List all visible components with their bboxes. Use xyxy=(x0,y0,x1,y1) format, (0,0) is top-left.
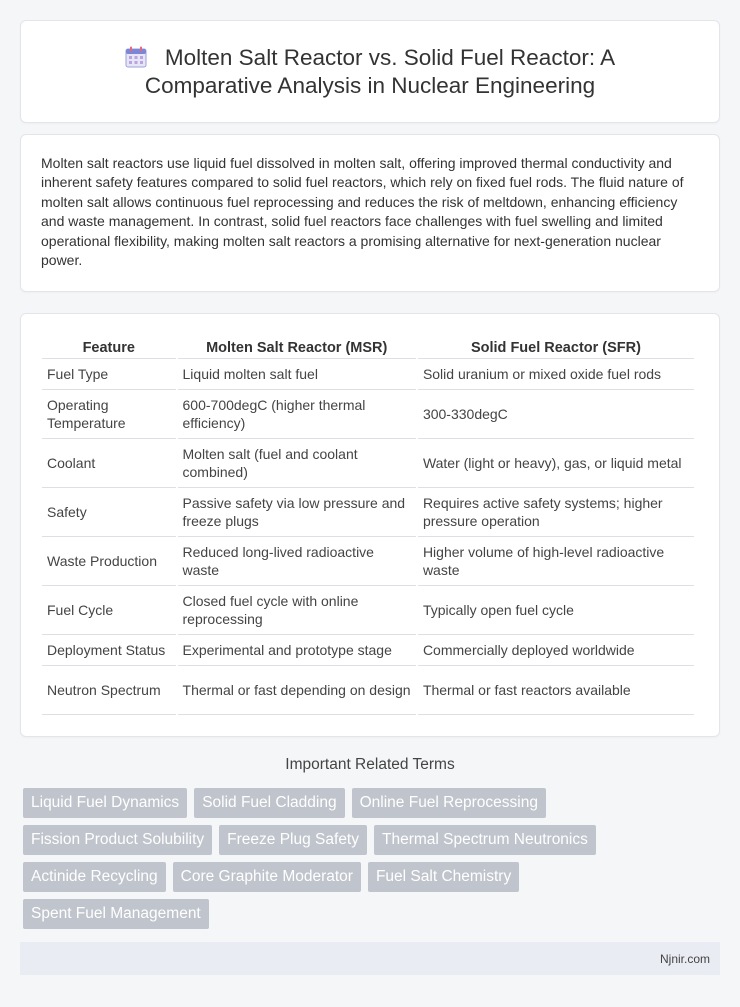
intro-card xyxy=(20,134,720,292)
tag-fission-product-solubility[interactable]: Fission Product Solubility xyxy=(23,825,212,855)
msr-cell: Thermal or fast depending on design xyxy=(178,666,416,715)
table-row xyxy=(42,635,694,666)
calendar-icon xyxy=(125,46,147,68)
table-header-row xyxy=(42,332,694,359)
header-feature: Feature xyxy=(42,332,176,359)
related-terms-tags xyxy=(20,788,660,929)
tag-liquid-fuel-dynamics[interactable]: Liquid Fuel Dynamics xyxy=(23,788,187,818)
header-sfr: Solid Fuel Reactor (SFR) xyxy=(418,332,694,359)
sfr-cell: 300-330degC xyxy=(418,390,694,439)
msr-cell: Liquid molten salt fuel xyxy=(178,359,416,390)
msr-cell: 600-700degC (higher thermal efficiency) xyxy=(178,390,416,439)
msr-cell: Experimental and prototype stage xyxy=(178,635,416,666)
table-row xyxy=(42,666,694,715)
tag-actinide-recycling[interactable]: Actinide Recycling xyxy=(23,862,166,892)
tag-freeze-plug-safety[interactable]: Freeze Plug Safety xyxy=(219,825,367,855)
sfr-cell: Solid uranium or mixed oxide fuel rods xyxy=(418,359,694,390)
tag-solid-fuel-cladding[interactable]: Solid Fuel Cladding xyxy=(194,788,344,818)
tag-online-fuel-reprocessing[interactable]: Online Fuel Reprocessing xyxy=(352,788,546,818)
footer-site[interactable]: Njnir.com xyxy=(659,951,710,966)
comparison-table-card xyxy=(20,313,720,737)
feature-cell: Neutron Spectrum xyxy=(42,666,176,715)
title-card xyxy=(20,20,720,123)
page-title xyxy=(61,44,679,100)
feature-cell: Waste Production xyxy=(42,537,176,586)
tag-spent-fuel-management[interactable]: Spent Fuel Management xyxy=(23,899,209,929)
footer xyxy=(20,942,720,975)
sfr-cell: Commercially deployed worldwide xyxy=(418,635,694,666)
tag-fuel-salt-chemistry[interactable]: Fuel Salt Chemistry xyxy=(368,862,519,892)
tag-core-graphite-moderator[interactable]: Core Graphite Moderator xyxy=(173,862,361,892)
sfr-cell: Water (light or heavy), gas, or liquid metal xyxy=(418,439,694,488)
tag-thermal-spectrum-neutronics[interactable]: Thermal Spectrum Neutronics xyxy=(374,825,596,855)
sfr-cell: Typically open fuel cycle xyxy=(418,586,694,635)
related-terms-title: Important Related Terms xyxy=(285,756,455,773)
related-terms-section xyxy=(20,756,720,929)
msr-cell: Closed fuel cycle with online reprocessing xyxy=(178,586,416,635)
table-row xyxy=(42,488,694,537)
feature-cell: Coolant xyxy=(42,439,176,488)
feature-cell: Safety xyxy=(42,488,176,537)
feature-cell: Deployment Status xyxy=(42,635,176,666)
page-title-text: Molten Salt Reactor vs. Solid Fuel Reactor: A Comparative Analysis in Nuclear Engineering xyxy=(144,44,616,98)
comparison-table xyxy=(40,332,696,715)
header-msr: Molten Salt Reactor (MSR) xyxy=(178,332,416,359)
msr-cell: Passive safety via low pressure and freeze plugs xyxy=(178,488,416,537)
sfr-cell: Thermal or fast reactors available xyxy=(418,666,694,715)
table-row xyxy=(42,359,694,390)
msr-cell: Reduced long-lived radioactive waste xyxy=(178,537,416,586)
table-row xyxy=(42,390,694,439)
intro-text: Molten salt reactors use liquid fuel dissolved in molten salt, offering improved thermal conductivity and inherent safety features compared to solid fuel reactors, which rely on fixed fuel rods. The fluid nature of molten salt allows continuous fuel reprocessing and reduces the risk of meltdown, enhancing efficiency and waste management. In contrast, solid fuel reactors face challenges with fuel swelling and limited operational flexibility, making molten salt reactors a promising alternative for next-generation nuclear power. xyxy=(41,155,684,269)
feature-cell: Operating Temperature xyxy=(42,390,176,439)
table-row xyxy=(42,439,694,488)
table-row xyxy=(42,537,694,586)
msr-cell: Molten salt (fuel and coolant combined) xyxy=(178,439,416,488)
feature-cell: Fuel Type xyxy=(42,359,176,390)
feature-cell: Fuel Cycle xyxy=(42,586,176,635)
table-row xyxy=(42,586,694,635)
sfr-cell: Higher volume of high-level radioactive waste xyxy=(418,537,694,586)
sfr-cell: Requires active safety systems; higher pressure operation xyxy=(418,488,694,537)
